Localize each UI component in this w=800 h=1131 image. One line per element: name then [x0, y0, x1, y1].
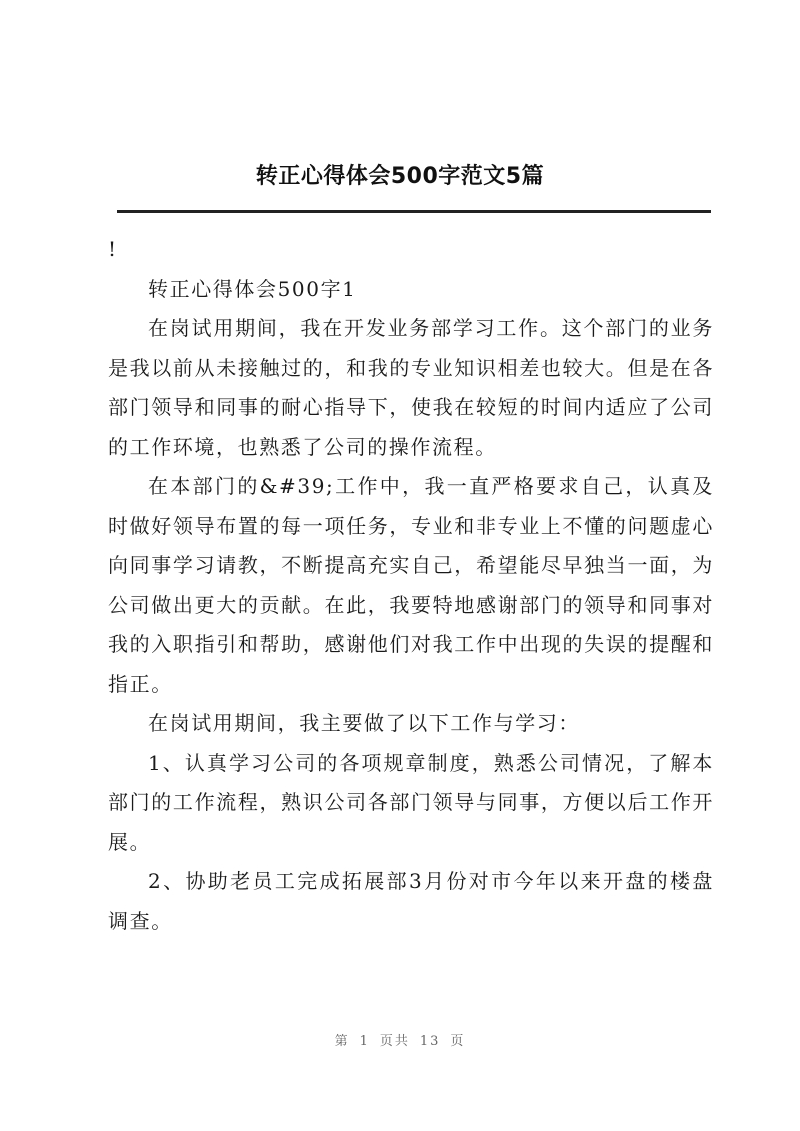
footer-page-number: 1	[359, 1034, 370, 1049]
footer-page-label: 第	[334, 1034, 350, 1049]
footer-total-pages: 13	[419, 1034, 441, 1049]
paragraph: 在岗试用期间，我主要做了以下工作与学习：	[148, 711, 580, 735]
document-title: 转正心得体会500字范文5篇	[255, 164, 545, 189]
list-item: 2、协助老员工完成拓展部3月份对市今年以来开盘的楼盘调查。	[108, 869, 714, 933]
section-heading: 转正心得体会500字1	[148, 276, 357, 301]
paragraph: 在本部门的&#39;工作中，我一直严格要求自己，认真及时做好领导布置的每一项任务，专业和非专业上不懂的问题虚心向同事学习请教，不断提高充实自己，希望能尽早独当一面，为公司做出更大的贡献。在此，我要特地感谢部门的领导和同事对我的入职指引和帮助，感谢他们对我工作中出现的失误的提醒和指正。	[108, 474, 714, 696]
footer-total-suffix: 页	[450, 1034, 466, 1049]
paragraph: 在岗试用期间，我在开发业务部学习工作。这个部门的业务是我以前从未接触过的，和我的专业知识相差也较大。但是在各部门领导和同事的耐心指导下，使我在较短的时间内适应了公司的工作环境，也熟悉了公司的操作流程。	[108, 316, 714, 459]
list-item: 1、认真学习公司的各项规章制度，熟悉公司情况，了解本部门的工作流程，熟识公司各部门领导与同事，方便以后工作开展。	[108, 750, 714, 854]
page-footer	[0, 1033, 800, 1051]
document-body	[108, 230, 714, 941]
footer-page-suffix: 页共	[379, 1034, 410, 1049]
title-underline	[117, 210, 711, 213]
paragraph-exclamation: !	[108, 237, 118, 261]
